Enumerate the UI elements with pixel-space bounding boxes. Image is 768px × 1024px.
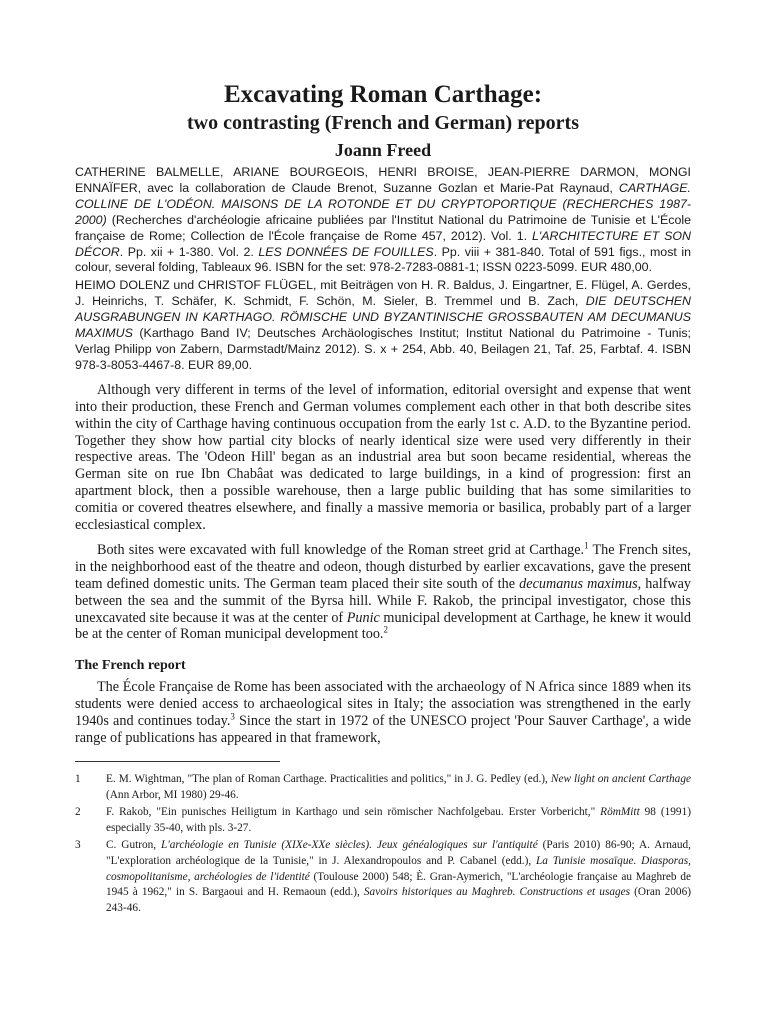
ref-authors: HEIMO DOLENZ und CHRISTOF FLÜGEL, mit Beiträgen von H. R. Baldus, J. Eingartner, E. Flügel, A. Gerdes, J. Heinrichs, T. Schäfer, K. Schmidt, F. Schön, M. Sieler, B. Tremmel und B. Zach, (75, 278, 691, 309)
footnote-text: (Oran 2006) 243-46. (106, 886, 691, 914)
paragraph-text: to the Byzantine period. Together they show how partial city blocks of nearly identical size were used very differently in their respective areas. The 'Odeon Hill' began as an industrial area but soon became residential, whereas the German site on rue Ibn Chabâat was dedicated to large buildings, in a kind of progression: first an apartment block, then a possible warehouse, then a large public building that has some similarities to comitia or covered theatres elsewhere, and finally a massive memoria or basilica, probably part of a larger ecclesiastical complex. (75, 415, 691, 534)
footnote-text: E. M. Wightman, "The plan of Roman Carthage. Practicalities and politics," in J. G. Pedley (ed.), (106, 773, 551, 785)
footnote-number: 1 (75, 773, 81, 785)
footnote-italic: RömMitt (600, 806, 640, 819)
paragraph-text: Although very different in terms of the level of information, editorial oversight and expense that went into their production, these French and German volumes complement each other in that both describe sites within the city of Carthage having continuous occupation from the early 1st c. (75, 381, 691, 432)
article-author: Joann Freed (334, 140, 432, 160)
footnote-italic: Savoirs historiques au Maghreb. Constructions et usages (363, 886, 631, 899)
footnote-ref[interactable]: 3 (230, 711, 235, 722)
body-paragraph (75, 542, 691, 643)
era-abbrev: A.D. (523, 415, 551, 432)
paragraph-text: Both sites were excavated with full knowledge of the Roman street grid at Carthage. (97, 541, 585, 558)
article-subtitle: two contrasting (French and German) reports (187, 112, 579, 134)
footnote-ref[interactable]: 1 (584, 540, 589, 551)
ref-volume-title: LES DONNÉES DE FOUILLES (258, 244, 434, 259)
ref-details: (Karthago Band IV; Deutsches Archäologisches Institut; Institut National du Patrimoine - Tunis; Verlag Philipp von Zabern, Darmstadt/Mainz 2012). S. x + 254, Abb. 40, Beilagen 21, Taf. 25, Farbtaf. 4. ISBN 978-3-8053-4467-8. EUR 89,00. (75, 326, 691, 372)
footnote-italic: L'archéologie en Tunisie (XIXe-XXe siècles). Jeux généalogiques sur l'antiquité (161, 839, 538, 852)
footnote-text: 98 (1991) especially 35-40, with pls. 3-27. (106, 806, 691, 834)
paragraph-text: Since the start in 1972 of the UNESCO project 'Pour Sauver Carthage', a wide range of publications has appeared in that framework, (75, 713, 691, 747)
footnote (75, 805, 691, 836)
paragraph-text: The French sites, in the neighborhood east of the theatre and odeon, though disturbed by earlier excavations, gave the present team defined domestic units. The German team placed their site south of the (75, 541, 692, 592)
ref-details: (Recherches d'archéologie africaine publiées par l'Institut National du Patrimoine de Tunisie et L'École française de Rome; Collection de l'École française de Rome 457, 2012). Vol. 1. (75, 212, 691, 243)
footnote-italic: La Tunisie mosaïque. Diasporas, cosmopolitanisme, archéologies de l'identité (106, 854, 692, 883)
ref-details: . Pp. xii + 1-380. Vol. 2. (119, 244, 259, 259)
ref-title: DIE DEUTSCHEN AUSGRABUNGEN IN KARTHAGO. RÖMISCHE UND BYZANTINISCHE GROSSBAUTEN AM DECUMANUS MAXIMUS (75, 294, 691, 341)
italic-term: decumanus maximus (519, 575, 638, 592)
footnote-number: 2 (75, 806, 81, 819)
ref-title: CARTHAGE. COLLINE DE L'ODÉON. MAISONS DE LA ROTONDE ET DU CRYPTOPORTIQUE (RECHERCHES 1987-2000) (75, 180, 691, 227)
ref-volume-title: L'ARCHITECTURE ET SON DÉCOR (75, 228, 691, 259)
reviewed-work-german (75, 278, 691, 373)
article-page (75, 80, 691, 918)
paragraph-text: municipal development at Carthage, he knew it would be at the center of Roman municipal development too. (75, 609, 692, 643)
section-heading: The French report (75, 658, 186, 674)
body-paragraph (75, 382, 691, 534)
footnote-ref[interactable]: 2 (383, 624, 388, 635)
footnote-divider (75, 761, 280, 762)
footnote-text: C. Gutron, (106, 839, 162, 852)
footnote (75, 838, 691, 916)
footnote (75, 772, 691, 803)
footnote-text: F. Rakob, "Ein punisches Heiligtum in Karthago und sein römischer Nachfolgebau. Erster Vorbericht," (106, 806, 601, 819)
paragraph-text: , halfway between the sea and the summit of the Byrsa hill. While F. Rakob, the principal investigator, chose this unexcavated site because it was at the center of (75, 575, 692, 626)
article-title: Excavating Roman Carthage: (223, 81, 543, 108)
footnote-text: (Toulouse 2000) 548; È. Gran-Aymerich, "L'archéologie française au Maghreb de 1945 à 1962," in S. Bargaoui and H. Remaoun (edd.), (106, 870, 691, 899)
reviewed-work-french (75, 165, 691, 276)
ref-authors: CATHERINE BALMELLE, ARIANE BOURGEOIS, HENRI BROISE, JEAN-PIERRE DARMON, MONGI ENNAÏFER, avec la collaboration de Claude Brenot, Suzanne Gozlan et Marie-Pat Raynaud, (75, 165, 691, 195)
footnote-number: 3 (75, 839, 81, 852)
italic-term: Punic (346, 609, 380, 626)
ref-details: . Pp. viii + 381-840. Total of 591 figs., most in colour, several folding, Tableaux 96. ISBN for the set: 978-2-7283-0881-1; ISSN 0223-5099. EUR 480,00. (75, 244, 691, 275)
footnote-text: (Ann Arbor, MI 1980) 29-46. (106, 788, 239, 801)
footnote-text: (Paris 2010) 86-90; A. Arnaud, "L'exploration archéologique de la Tunisie," in J. Alexandropoulos and P. Cabanel (edd.), (106, 839, 691, 867)
body-paragraph (75, 679, 691, 747)
paragraph-text: The École Française de Rome has been associated with the archaeology of N Africa since 1889 when its students were denied access to archaeological sites in Italy; the association was strengthened in the early 1940s and continues today. (75, 679, 691, 730)
footnote-italic: New light on ancient Carthage (550, 773, 691, 785)
